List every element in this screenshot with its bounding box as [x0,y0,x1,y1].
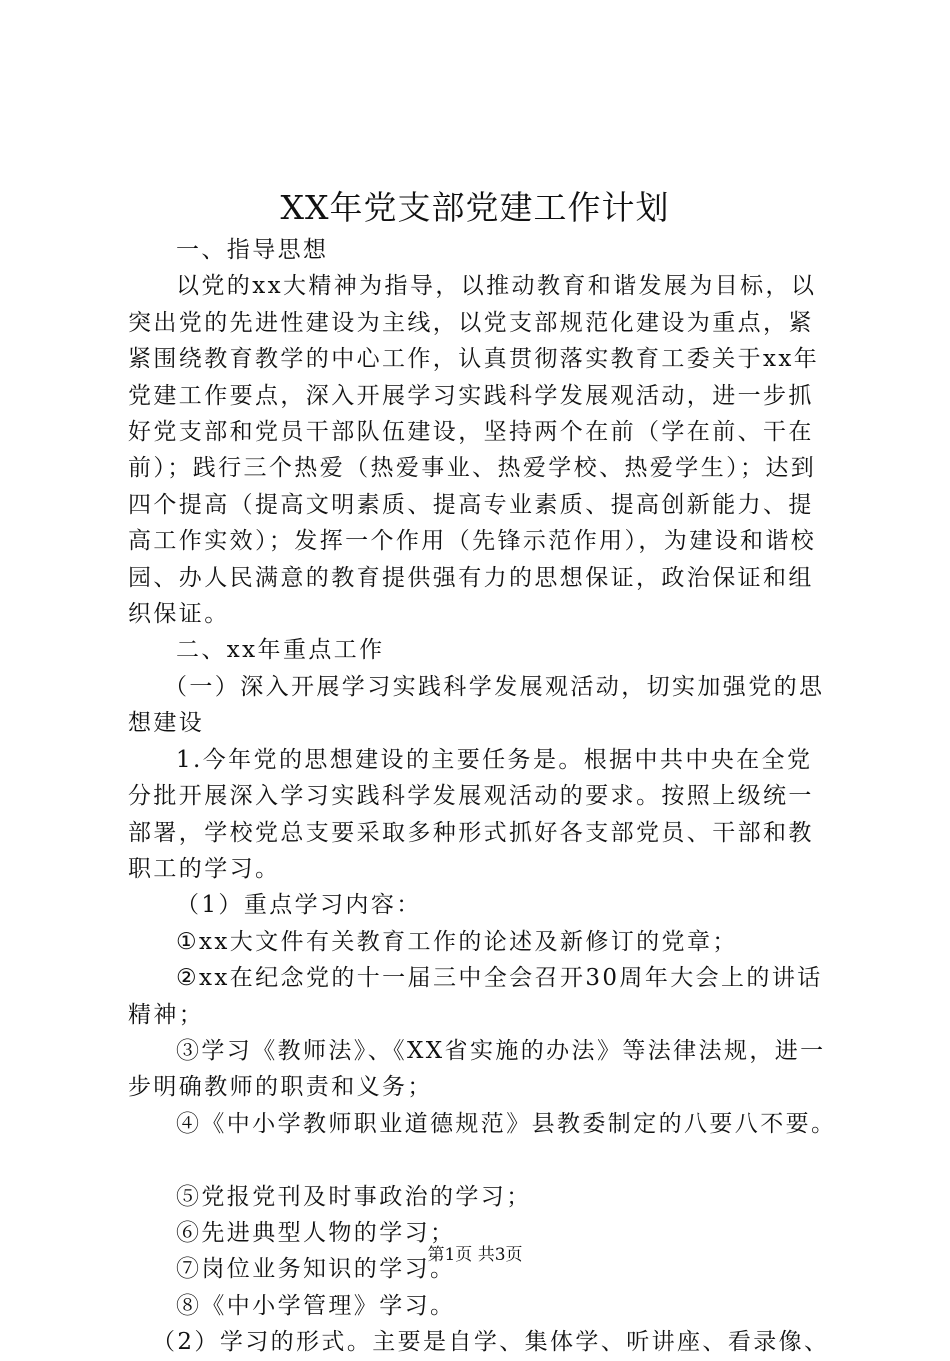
list-item: ④《中小学教师职业道德规范》县教委制定的八要八不要。 [176,1110,837,1137]
list-item: ③学习《教师法》、《XX省实施的办法》等法律法规，进一步明确教师的职责和义务； [128,1037,826,1101]
list-heading: （2）学习的形式。主要是自学、集体学、听讲座、看录像、 [152,1329,830,1356]
list-item: ⑦岗位业务知识的学习。 [176,1256,456,1283]
blank-line [128,1142,832,1178]
paragraph: 以党的xx大精神为指导，以推动教育和谐发展为目标，以突出党的先进性建设为主线，以党支部规范化建设为重点，紧紧围绕教育教学的中心工作，认真贯彻落实教育工委关于xx年党建工作要点，深入开展学习实践科学发展观活动，进一步抓好党支部和党员干部队伍建设，坚持两个在前（学在前、干在前）；践行三个热爱（热爱事业、热爱学校、热爱学生）；达到四个提高（提高文明素质、提高专业素质、提高创新能力、提高工作实效）；发挥一个作用（先锋示范作用），为建设和谐校园、办人民满意的教育提供强有力的思想保证，政治保证和组织保证。 [128,273,820,628]
document-title: XX年党支部党建工作计划 [280,188,670,227]
page-footer: 第1页 共3页 [427,1245,523,1265]
subsection-heading: （一）深入开展学习实践科学发展观活动，切实加强党的思想建设 [128,673,825,737]
section-heading: 二、xx年重点工作 [176,637,385,664]
list-item: ⑥先进典型人物的学习； [176,1219,456,1246]
paragraph: 1.今年党的思想建设的主要任务是。根据中共中央在全党分批开展深入学习实践科学发展观活动的要求。按照上级统一部署，学校党总支要采取多种形式抓好各支部党员、干部和教职工的学习。 [128,746,814,882]
section-heading: 一、指导思想 [176,237,329,263]
list-heading: （1）重点学习内容： [176,892,422,919]
list-item: ⑧《中小学管理》学习。 [176,1292,456,1319]
list-item: ②xx在纪念党的十一届三中全会召开30周年大会上的讲话精神； [128,965,823,1028]
list-item: ①xx大文件有关教育工作的论述及新修订的党章； [176,928,738,955]
list-item: ⑤党报党刊及时事政治的学习； [176,1183,532,1210]
document-body [128,232,837,1361]
